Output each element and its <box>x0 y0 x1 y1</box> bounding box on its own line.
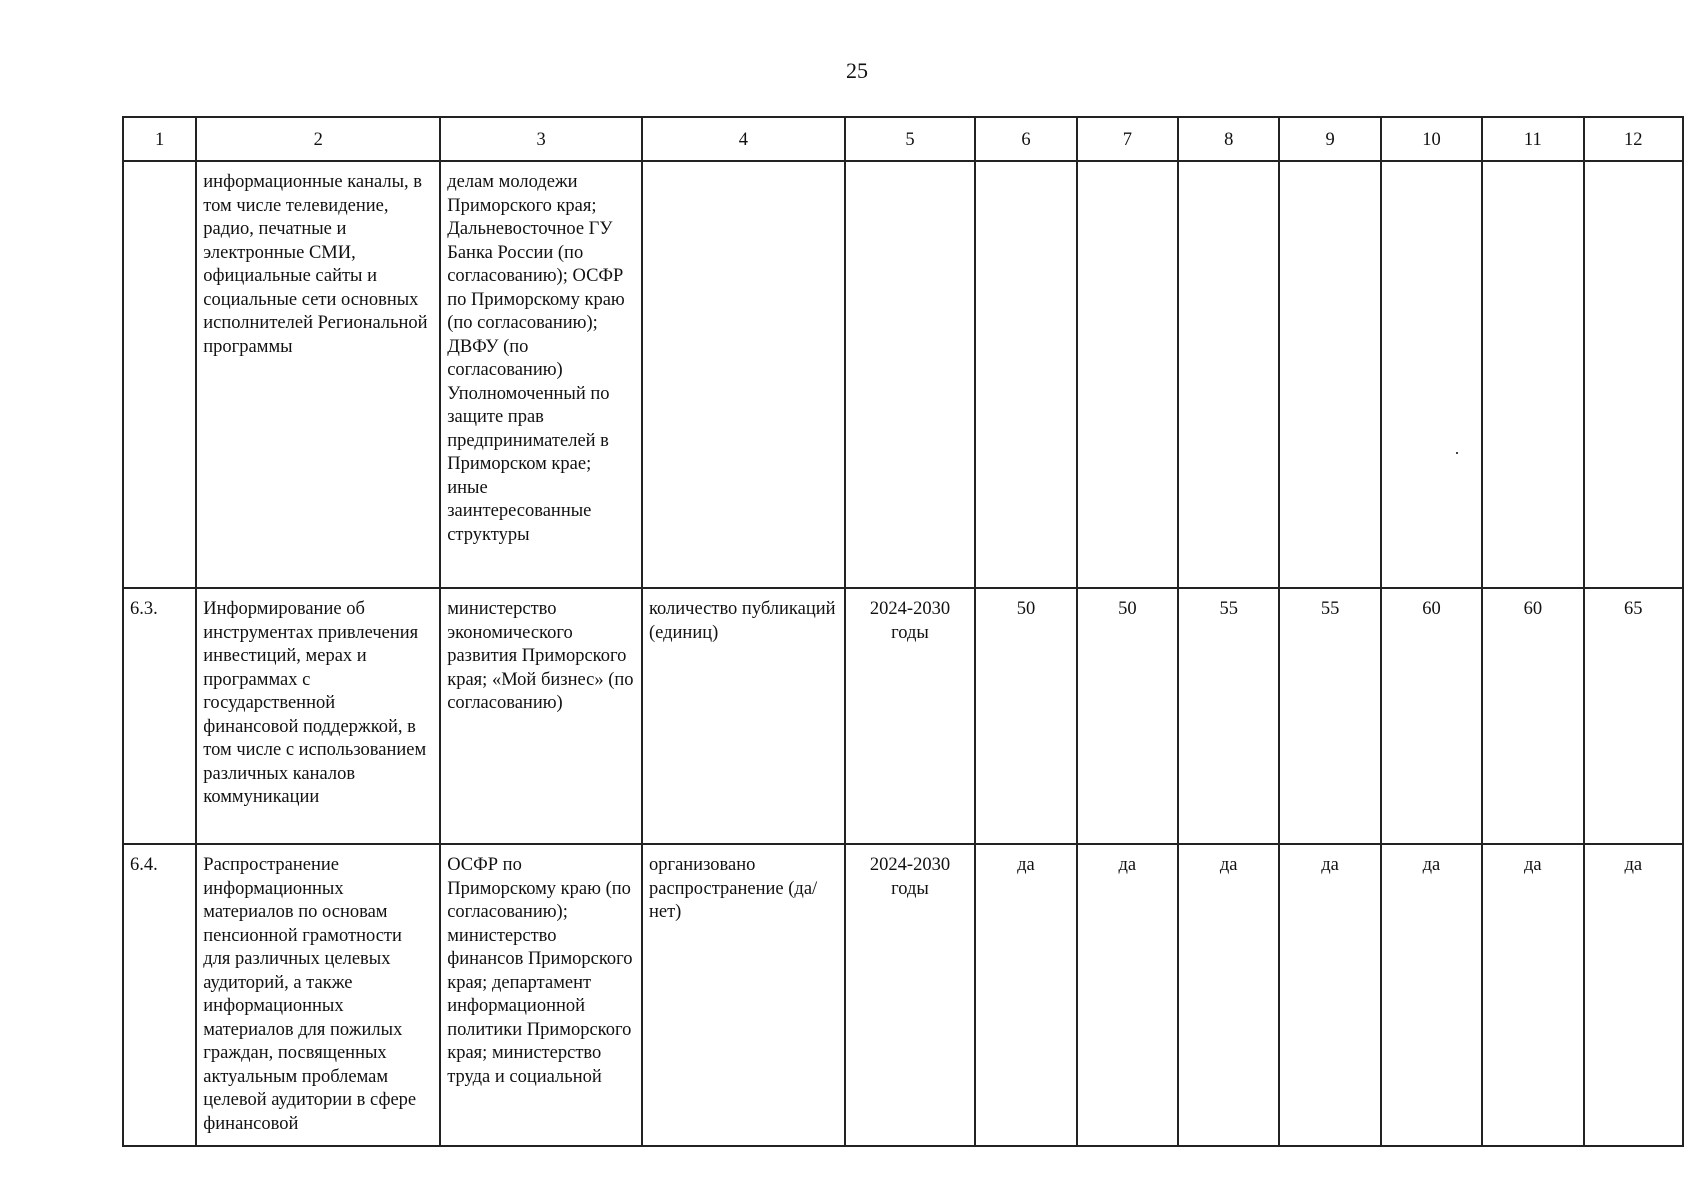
column-header: 10 <box>1381 117 1482 161</box>
cell-value: 55 <box>1279 588 1380 844</box>
cell-value: 50 <box>1077 588 1178 844</box>
cell-executors: ОСФР по Приморскому краю (по согласованию); министерство финансов Приморского края; департамент информационной политики Приморского края; министерство труда и социальной <box>440 844 642 1146</box>
cell-value: да <box>1381 844 1482 1146</box>
cell-value: 50 <box>975 588 1076 844</box>
cell-period <box>845 161 976 588</box>
cell-value: да <box>1279 844 1380 1146</box>
cell-value: да <box>1584 844 1684 1146</box>
cell-indicator: количество публикаций (единиц) <box>642 588 845 844</box>
column-header: 5 <box>845 117 976 161</box>
column-header: 1 <box>123 117 196 161</box>
cell-value: 55 <box>1178 588 1279 844</box>
cell-executors: министерство экономического развития Приморского края; «Мой бизнес» (по согласованию) <box>440 588 642 844</box>
cell-value <box>1178 161 1279 588</box>
cell-measure: информационные каналы, в том числе телевидение, радио, печатные и электронные СМИ, официальные сайты и социальные сети основных исполнителей Региональной программы <box>196 161 440 588</box>
column-header: 3 <box>440 117 642 161</box>
column-header: 4 <box>642 117 845 161</box>
column-header: 2 <box>196 117 440 161</box>
cell-index: 6.4. <box>123 844 196 1146</box>
cell-value <box>1482 161 1583 588</box>
cell-value: да <box>1482 844 1583 1146</box>
cell-measure: Распространение информационных материалов по основам пенсионной грамотности для различных целевых аудиторий, а также информационных материалов для пожилых граждан, посвященных актуальным проблемам целевой аудитории в сфере финансовой <box>196 844 440 1146</box>
scan-speck <box>1456 452 1458 454</box>
column-header: 12 <box>1584 117 1684 161</box>
column-header: 9 <box>1279 117 1380 161</box>
cell-index: 6.3. <box>123 588 196 844</box>
column-header: 11 <box>1482 117 1583 161</box>
cell-indicator <box>642 161 845 588</box>
cell-value: да <box>1077 844 1178 1146</box>
column-header: 7 <box>1077 117 1178 161</box>
table-row <box>123 588 1683 844</box>
cell-value <box>1077 161 1178 588</box>
cell-executors: делам молодежи Приморского края; Дальневосточное ГУ Банка России (по согласованию); ОСФР по Приморскому краю (по согласованию); ДВФУ (по согласованию) Уполномоченный по защите прав предпринимателей в Приморском крае; иные заинтересованные структуры <box>440 161 642 588</box>
cell-value: 60 <box>1482 588 1583 844</box>
cell-value: да <box>975 844 1076 1146</box>
cell-index <box>123 161 196 588</box>
cell-value: 60 <box>1381 588 1482 844</box>
table-row <box>123 161 1683 588</box>
cell-value <box>1584 161 1684 588</box>
cell-value <box>975 161 1076 588</box>
cell-measure: Информирование об инструментах привлечения инвестиций, мерах и программах с государственной финансовой поддержкой, в том числе с использованием различных каналов коммуникации <box>196 588 440 844</box>
column-header: 6 <box>975 117 1076 161</box>
column-number-row <box>123 117 1683 161</box>
cell-indicator: организовано распространение (да/нет) <box>642 844 845 1146</box>
cell-value: 65 <box>1584 588 1684 844</box>
measures-table <box>122 116 1684 1147</box>
cell-period: 2024-2030 годы <box>845 844 976 1146</box>
table-row <box>123 844 1683 1146</box>
cell-period: 2024-2030 годы <box>845 588 976 844</box>
column-header: 8 <box>1178 117 1279 161</box>
cell-value <box>1381 161 1482 588</box>
cell-value: да <box>1178 844 1279 1146</box>
cell-value <box>1279 161 1380 588</box>
page-number: 25 <box>846 58 868 83</box>
